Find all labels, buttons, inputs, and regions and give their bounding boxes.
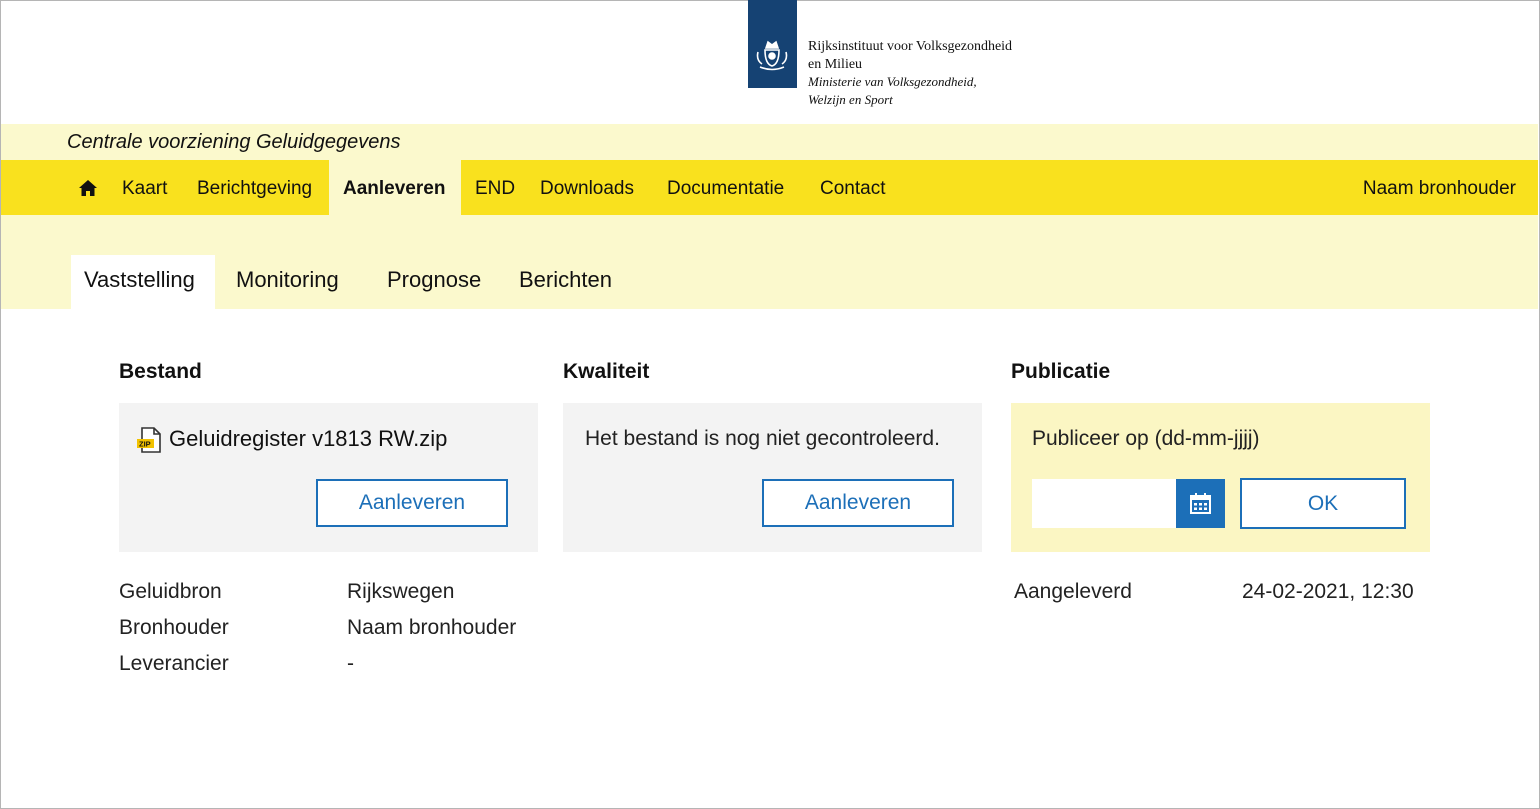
publicatie-panel [1011, 403, 1430, 552]
zip-file-icon [137, 427, 163, 453]
site-title: Centrale voorziening Geluidgegevens [67, 131, 401, 153]
meta-key-geluidbron: Geluidbron [119, 580, 222, 603]
nav-item-documentatie[interactable]: Documentatie [667, 178, 785, 199]
logo-line-1: Rijksinstituut voor Volksgezondheid [808, 39, 1013, 54]
publicatie-date-input[interactable] [1032, 479, 1177, 528]
tab-berichten[interactable]: Berichten [519, 267, 612, 292]
meta-key-aangeleverd: Aangeleverd [1014, 580, 1132, 603]
tab-vaststelling[interactable]: Vaststelling [71, 255, 215, 309]
nav-item-downloads[interactable]: Downloads [540, 178, 634, 199]
meta-value-geluidbron: Rijkswegen [347, 580, 455, 603]
nav-item-kaart[interactable]: Kaart [122, 178, 168, 199]
publicatie-label: Publiceer op (dd-mm-jjjj) [1032, 427, 1260, 450]
kwaliteit-heading: Kwaliteit [563, 360, 650, 383]
nav-item-end[interactable]: END [475, 178, 516, 199]
meta-value-leverancier: - [347, 652, 354, 675]
logo-line-4: Welzijn en Sport [808, 92, 893, 107]
rijksoverheid-logo[interactable] [748, 0, 1048, 110]
tab-monitoring[interactable]: Monitoring [236, 267, 339, 292]
logo-text [808, 38, 1012, 109]
main-nav [1, 160, 1538, 215]
rijksoverheid-logo-icon [752, 36, 793, 72]
nav-item-contact[interactable]: Contact [820, 178, 886, 199]
bestand-panel [119, 403, 538, 552]
ok-button[interactable]: OK [1240, 478, 1406, 529]
logo-emblem [748, 0, 797, 88]
bestand-heading: Bestand [119, 360, 202, 383]
svg-text:ZIP: ZIP [139, 439, 151, 449]
kwaliteit-panel [563, 403, 982, 552]
kwaliteit-message: Het bestand is nog niet gecontroleerd. [585, 427, 940, 450]
meta-value-aangeleverd: 24-02-2021, 12:30 [1242, 580, 1414, 603]
home-icon[interactable] [78, 178, 98, 198]
calendar-icon [1190, 493, 1211, 514]
logo-line-2: en Milieu [808, 56, 863, 72]
nav-item-aanleveren[interactable]: Aanleveren [329, 160, 461, 215]
subnav-band [1, 215, 1538, 309]
user-name[interactable]: Naam bronhouder [1362, 178, 1516, 199]
nav-item-berichtgeving[interactable]: Berichtgeving [197, 178, 313, 199]
meta-value-bronhouder: Naam bronhouder [347, 616, 517, 639]
meta-key-leverancier: Leverancier [119, 652, 229, 675]
publicatie-heading: Publicatie [1011, 360, 1111, 383]
file-name: Geluidregister v1813 RW.zip [169, 426, 448, 451]
logo-line-3: Ministerie van Volksgezondheid, [808, 74, 977, 89]
bestand-aanleveren-button[interactable]: Aanleveren [316, 479, 508, 527]
meta-key-bronhouder: Bronhouder [119, 616, 229, 639]
calendar-button[interactable] [1176, 479, 1225, 528]
tab-prognose[interactable]: Prognose [387, 267, 482, 292]
kwaliteit-aanleveren-button[interactable]: Aanleveren [762, 479, 954, 527]
